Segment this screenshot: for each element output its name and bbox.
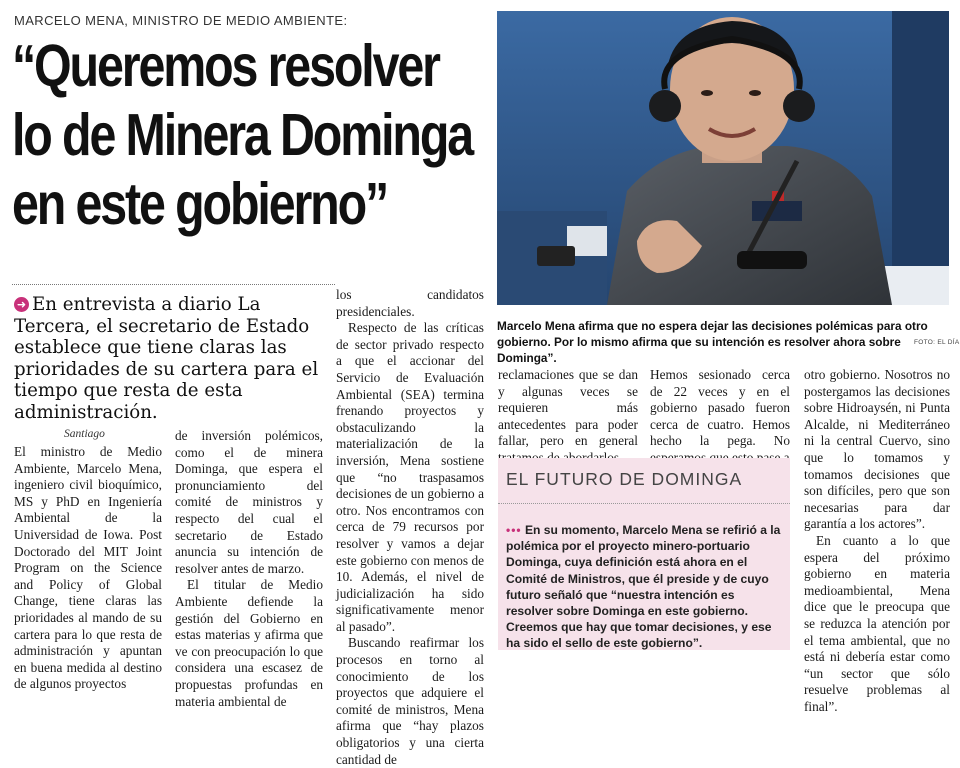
body-paragraph: otro gobierno. Nosotros no postergamos las decisiones sobre Hidroaysén, ni Punta Alcalde, ni Mediterráneo ni la central Cuervo, sino que lo tomamos y tomamos decisiones que son difíciles, pero que son necesarias para dar garantía a los actores”.	[804, 367, 950, 532]
body-paragraph: los candidatos presidenciales.	[336, 287, 484, 319]
dateline: Santiago	[64, 428, 105, 440]
headline-line-3: en este gobierno”	[12, 171, 388, 237]
body-paragraph: reclamaciones que se dan y algunas veces se requieren más antecedentes para poder fallar, pero en general	[498, 367, 638, 449]
body-paragraph: En cuanto a lo que espera del próximo gobierno en materia medioambiental, Mena dice que le preocupa que se reduzca la atención por el tema ambiental, que no está ni debería estar como “un sector que sólo resuelve problemas al final”.	[804, 532, 950, 714]
bullet-dots-icon: •••	[506, 523, 522, 537]
body-paragraph: Respecto de las críticas de sector privado respecto a que el accionar del Servicio de Evaluación Ambiental (SEA) termina frenando proyectos y obstaculizando la materialización de la inversión, Mena sostiene que “no traspasamos decisiones de un gobierno a otro. Nos encontramos con cerca de 79 recursos por resolver y vamos a dejar este gobierno con menos de 10. Además, el nivel de judicialización ha sido significativamente menor al pasado”.	[336, 320, 484, 634]
body-column-6	[804, 367, 950, 715]
body-paragraph: Buscando reafirmar los procesos en torno al conocimiento de los proyectos que adquiere el comité de ministros, Mena afirma que “hay plazos obligatorios y una cierta cantidad de	[336, 635, 484, 767]
lead-text: En entrevista a diario La Tercera, el secretario de Estado establece que tiene claras las prioridades de su cartera para el tiempo que resta de esta administración.	[14, 294, 319, 423]
photo-illustration	[497, 11, 949, 305]
sidebar-box-divider	[498, 503, 790, 504]
headline-line-2: lo de Minera Dominga	[12, 102, 473, 168]
lead-divider	[12, 284, 335, 285]
photo-credit: FOTO: EL DÍA	[914, 339, 960, 346]
body-column-4	[498, 367, 638, 467]
body-paragraph: El ministro de Medio Ambiente, Marcelo Mena, ingeniero civil bioquímico, MS y PhD en Ingeniería Ambiental de la Universidad de Iowa. Post Doctorado del MIT Joint Program on the Science and Policy of Global Change, tiene claras las prioridades al mando de su cartera para lo que resta de administración y apuntan en buena medida al destino de algunos proyectos	[14, 444, 162, 692]
kicker: MARCELO MENA, MINISTRO DE MEDIO AMBIENTE:	[14, 13, 348, 28]
sidebar-box-text	[506, 522, 783, 652]
sidebar-box-body: En su momento, Marcelo Mena se refirió a la polémica por el proyecto minero-portuario Dominga, cuya definición está ahora en el Comité de Ministros, que él preside y de cuyo futuro señaló que “nuestra intención es resolver sobre Dominga en este gobierno. Creemos que hay que tomar decisiones, y ese ha sido el sello de este gobierno”.	[506, 523, 781, 651]
sidebar-box	[498, 458, 790, 650]
body-paragraph: de inversión polémicos, como el de minera Dominga, que espera el pronunciamiento del comité de ministros y respecto del cual el secretario de Estado anuncia su intención de resolver antes de marzo.	[175, 428, 323, 576]
photo-caption: Marcelo Mena afirma que no espera dejar las decisiones polémicas para otro gobierno. Por lo mismo afirma que su intención es resolver ahora sobre Dominga”.	[497, 319, 928, 365]
headline	[12, 32, 473, 239]
body-paragraph: Hemos sesionado cerca de 22 veces y en el gobierno pasado fueron cerca de cuatro. Hemos hecho la pega. No	[650, 367, 790, 449]
body-column-2	[175, 428, 323, 710]
headline-line-1: “Queremos resolver	[12, 33, 439, 99]
body-paragraph: El titular de Medio Ambiente defiende la gestión del Gobierno en estas materias y afirma que ve con preocupación lo que considera una escasez de propuestas profundas en materia ambiental de	[175, 577, 323, 709]
body-column-3	[336, 287, 484, 768]
sidebar-box-title: EL FUTURO DE DOMINGA	[506, 469, 743, 489]
body-column-5	[650, 367, 790, 467]
lead-paragraph	[14, 294, 334, 423]
interview-photo	[497, 11, 949, 305]
body-column-1	[14, 444, 162, 693]
arrow-circle-icon: ➜	[14, 297, 29, 312]
